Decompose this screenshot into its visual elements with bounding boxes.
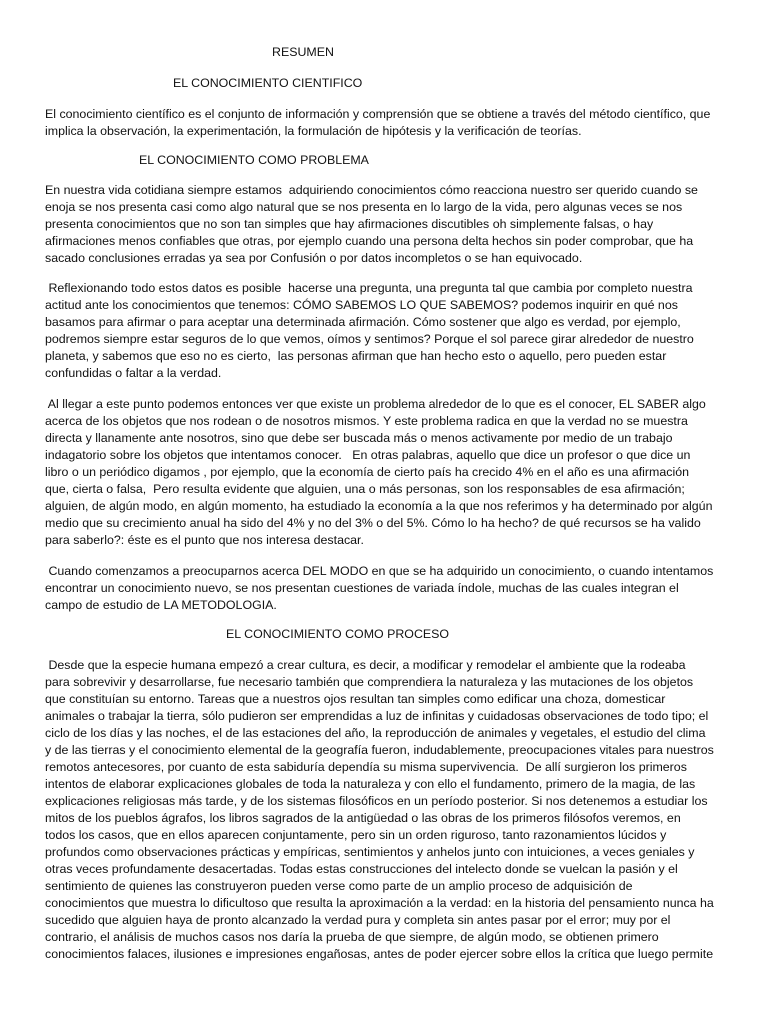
text-line: ciclo de los días y las noches, el de las estaciones del año, la reproducción de animales y vegetales, el estudio del clima bbox=[45, 726, 706, 740]
text-line: conocimientos falaces, ilusiones e impresiones engañosas, antes de poder ejercer sobre ellos la crítica que luego permite bbox=[45, 947, 714, 961]
text-line: intentos de elaborar explicaciones globales de toda la naturaleza y con ello el fundamento, primero de la magia, de las bbox=[45, 777, 696, 791]
text-line: conocimientos que muestra lo dificultoso que resulta la aproximación a la verdad: en la historia del pensamiento nunca ha bbox=[45, 896, 714, 910]
document-title: RESUMEN bbox=[272, 45, 334, 59]
text-line: afirmaciones menos confiables que otras, por ejemplo cuando una persona delta hechos sin poder comprobar, que ha bbox=[45, 234, 694, 248]
text-line: confundidas o faltar a la verdad. bbox=[45, 366, 222, 380]
text-line: directa y llanamente ante nosotros, sino que debe ser buscada más o menos activamente por medio de un trabajo bbox=[45, 431, 673, 445]
text-line: implica la observación, la experimentación, la formulación de hipótesis y la verificación de teorías. bbox=[45, 124, 582, 138]
text-line: campo de estudio de LA METODOLOGIA. bbox=[45, 598, 277, 612]
text-line: libro o un periódico digamos , por ejemplo, que la economía de cierto país ha crecido 4% en el año es una afirmación bbox=[45, 465, 690, 479]
section-heading-proceso: EL CONOCIMIENTO COMO PROCESO bbox=[226, 627, 450, 641]
text-line: sentimiento de quienes las construyeron pueden verse como parte de un amplio proceso de adquisición de bbox=[45, 879, 633, 893]
text-line: explicaciones religiosas más tarde, y de los sistemas filosóficos en un período posterior. Si nos detenemos a estudiar los bbox=[45, 794, 708, 808]
paragraph-problema-3 bbox=[45, 396, 735, 549]
paragraph-proceso bbox=[45, 657, 735, 963]
text-line: remotos antecesores, por cuanto de esta sabiduría dependía su misma supervivencia. De allí surgieron los primeros bbox=[45, 760, 687, 774]
text-line: Reflexionando todo estos datos es posible hacerse una pregunta, una pregunta tal que cambia por completo nuestra bbox=[45, 281, 693, 295]
section-heading-problema: EL CONOCIMIENTO COMO PROBLEMA bbox=[139, 153, 369, 167]
text-line: planeta, y sabemos que eso no es cierto, las personas afirman que han hecho esto o aquello, pero pueden estar bbox=[45, 349, 667, 363]
text-line: actitud ante los conocimientos que tenemos: CÓMO SABEMOS LO QUE SABEMOS? podemos inquirir en qué nos bbox=[45, 298, 678, 312]
text-line: para saberlo?: éste es el punto que nos interesa destacar. bbox=[45, 533, 364, 547]
text-line: encontrar un conocimiento nuevo, se nos presentan cuestiones de variada índole, muchas de las cuales integran el bbox=[45, 581, 679, 595]
text-line: sacado conclusiones erradas ya sea por Confusión o por datos incompletos o se han equivocado. bbox=[45, 251, 583, 265]
text-line: animales o trabajar la tierra, sólo pudieron ser emprendidas a luz de infinitas y cuidadosas observaciones de todo tipo; el bbox=[45, 709, 709, 723]
text-line: basamos para afirmar o para aceptar una determinada afirmación. Cómo sostener que algo es verdad, por ejemplo, bbox=[45, 315, 681, 329]
text-line: que constituían su entorno. Tareas que a nuestros ojos resultan tan simples como edificar una choza, domesticar bbox=[45, 692, 666, 706]
text-line: indagatorio sobre los objetos que intentamos conocer. En otras palabras, aquello que dice un profesor o que dice un bbox=[45, 448, 691, 462]
text-line: alguien, de algún modo, en algún momento, ha estudiado la economía a la que nos referimos y ha determinado por algún bbox=[45, 499, 713, 513]
text-line: otras veces profundamente desacertadas. Todas estas construcciones del intelecto donde se vuelcan la pasión y el bbox=[45, 862, 678, 876]
text-line: profundos como observaciones prácticas y empíricas, sentimientos y anhelos junto con intuiciones, a veces geniales y bbox=[45, 845, 695, 859]
text-line: Cuando comenzamos a preocuparnos acerca DEL MODO en que se ha adquirido un conocimiento, o cuando intentamos bbox=[45, 564, 714, 578]
text-line: acerca de los objetos que nos rodean o de nosotros mismos. Y este problema radica en que la verdad no se muestra bbox=[45, 414, 688, 428]
text-line: podremos siempre estar seguros de lo que vemos, oímos y sentimos? Porque el sol parece girar alrededor de nuestro bbox=[45, 332, 694, 346]
text-line: enoja se nos presenta casi como algo natural que se nos presenta en lo largo de la vida, pero algunas veces se nos bbox=[45, 200, 683, 214]
text-line: todos los casos, que en ellos aparecen conjuntamente, pero sin un orden riguroso, tanto razonamientos lúcidos y bbox=[45, 828, 667, 842]
document-subtitle: EL CONOCIMIENTO CIENTIFICO bbox=[173, 76, 363, 90]
text-line: El conocimiento científico es el conjunto de información y comprensión que se obtiene a través del método científico, que bbox=[45, 107, 711, 121]
text-line: para sobrevivir y desarrollarse, fue necesario también que comprendiera la naturaleza y las mutaciones de los objetos bbox=[45, 675, 694, 689]
text-line: y de las tierras y el conocimiento elemental de la geografía fueron, indudablemente, preocupaciones vitales para nuestros bbox=[45, 743, 714, 757]
text-line: Desde que la especie humana empezó a crear cultura, es decir, a modificar y remodelar el ambiente que la rodeaba bbox=[45, 658, 686, 672]
text-line: Al llegar a este punto podemos entonces ver que existe un problema alrededor de lo que es el conocer, EL SABER algo bbox=[45, 397, 706, 411]
paragraph-problema-1 bbox=[45, 182, 735, 267]
text-line: presenta conocimientos que no son tan simples que hay afirmaciones discutibles oh simplemente falsas, o hay bbox=[45, 217, 654, 231]
intro-paragraph bbox=[45, 106, 735, 140]
text-line: contrario, el análisis de muchos casos nos daría la prueba de que siempre, de algún modo, se obtienen primero bbox=[45, 930, 659, 944]
text-line: medio que su crecimiento anual ha sido del 4% y no del 3% o del 5%. Cómo lo ha hecho? de qué recursos se ha valido bbox=[45, 516, 701, 530]
paragraph-problema-4 bbox=[45, 563, 735, 614]
paragraph-problema-2 bbox=[45, 280, 735, 382]
text-line: sucedido que alguien haya de pronto alcanzado la verdad pura y completa sin antes pasar por el error; muy por el bbox=[45, 913, 671, 927]
text-line: mitos de los pueblos ágrafos, los libros sagrados de la antigüedad o las obras de los primeros filósofos veremos, en bbox=[45, 811, 681, 825]
text-line: En nuestra vida cotidiana siempre estamos adquiriendo conocimientos cómo reacciona nuestro ser querido cuando se bbox=[45, 183, 698, 197]
text-line: que, cierta o falsa, Pero resulta evidente que alguien, una o más personas, son los responsables de esa afirmación; bbox=[45, 482, 685, 496]
